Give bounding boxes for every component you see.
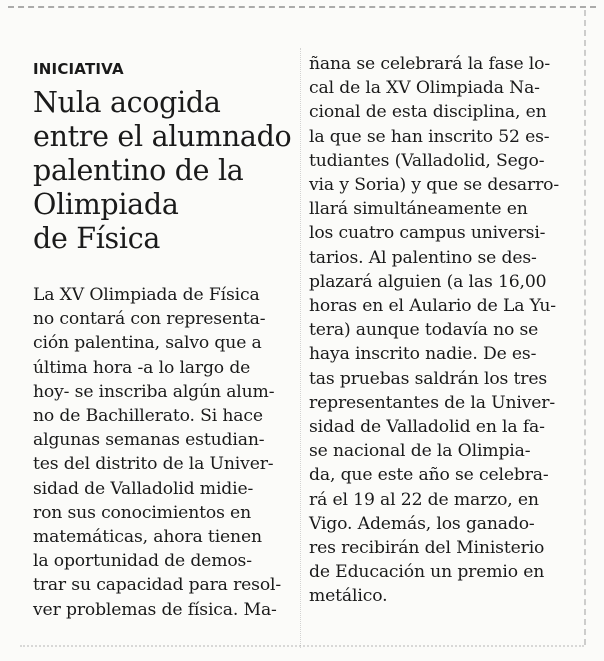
headline-line: entre el alumnado [33,120,292,153]
body-line: tes del distrito de la Univer- [33,454,274,475]
body-line: algunas semanas estudian- [33,430,265,451]
right-column-body [309,52,573,609]
body-line: ver problemas de física. Ma- [33,599,277,620]
body-line: no contará con representa- [33,309,266,330]
body-line: llará simultáneamente en [309,199,528,220]
body-line: última hora -a lo largo de [33,357,251,378]
body-line: hoy- se inscriba algún alum- [33,381,275,402]
body-line: sidad de Valladolid en la fa- [309,417,545,438]
body-line: horas en el Aulario de La Yu- [309,296,556,317]
body-line: se nacional de la Olimpia- [309,441,531,462]
bottom-border [20,645,584,647]
body-line: no de Bachillerato. Si hace [33,406,263,427]
body-line: Vigo. Además, los ganado- [309,513,535,534]
right-border [584,10,586,645]
kicker: INICIATIVA [33,60,124,78]
body-line: la oportunidad de demos- [33,551,252,572]
headline-line: palentino de la [33,154,244,187]
body-line: tudiantes (Valladolid, Sego- [309,150,545,171]
top-border [8,6,596,8]
body-line: ción palentina, salvo que a [33,333,262,354]
body-line: plazará alguien (a las 16,00 [309,271,547,292]
body-line: via y Soria) y que se desarro- [309,175,560,196]
body-line: la que se han inscrito 52 es- [309,126,550,147]
body-line: matemáticas, ahora tienen [33,527,262,548]
body-line: haya inscrito nadie. De es- [309,344,537,365]
body-line: rá el 19 al 22 de marzo, en [309,489,539,510]
headline-line: de Física [33,222,161,255]
body-line: res recibirán del Ministerio [309,538,545,559]
body-line: tarios. Al palentino se des- [309,247,537,268]
body-line: trar su capacidad para resol- [33,575,282,596]
body-line: cional de esta disciplina, en [309,102,547,123]
body-line: los cuatro campus universi- [309,223,546,244]
left-column-header [33,60,298,256]
body-line: de Educación un premio en [309,562,545,583]
body-line: metálico. [309,586,388,607]
body-line: da, que este año se celebra- [309,465,549,486]
headline-line: Nula acogida [33,86,221,119]
body-line: La XV Olimpiada de Física [33,285,260,305]
body-line: ron sus conocimientos en [33,502,251,523]
body-line: cal de la XV Olimpiada Na- [309,78,540,99]
body-line: ñana se celebrará la fase lo- [309,54,550,74]
left-column-body [33,283,303,622]
body-line: tas pruebas saldrán los tres [309,368,548,389]
headline [33,86,298,256]
headline-line: Olimpiada [33,188,179,221]
body-line: sidad de Valladolid midie- [33,478,254,499]
body-line: tera) aunque todavía no se [309,320,539,341]
body-line: representantes de la Univer- [309,392,556,413]
